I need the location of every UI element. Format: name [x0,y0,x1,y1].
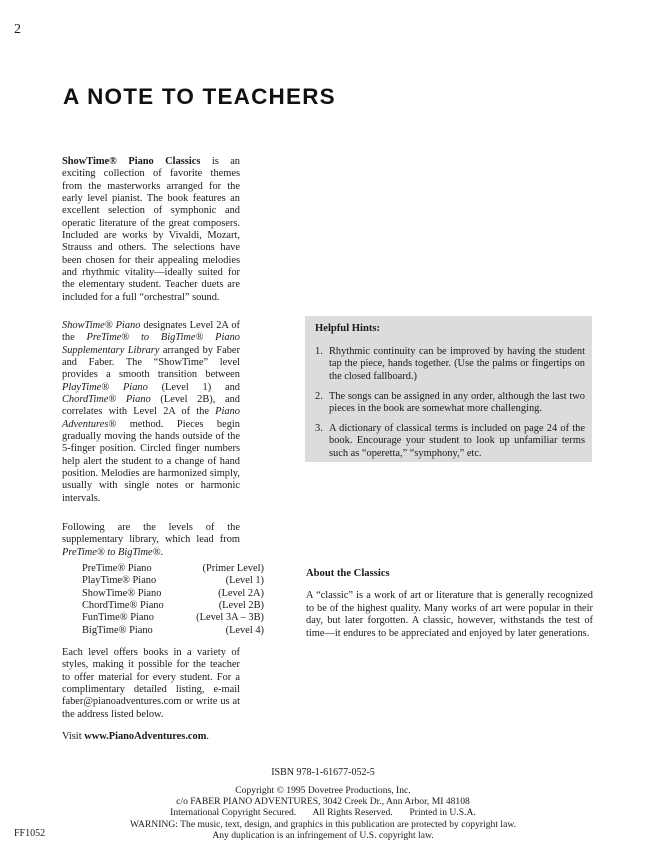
isbn: ISBN 978-1-61677-052-5 [271,767,375,778]
hint-item [315,423,585,460]
text-span: arranged by Faber and Faber. The “ShowTime” level provides a smooth transition between [62,344,240,381]
website-link[interactable]: www.PianoAdventures.com [84,731,207,742]
intro-text: is an exciting collection of favorite themes from the masterworks arranged for the early level pianist. The book features an excellent selection of symphonic and operatic literature of the great composers. Included are works by Vivaldi, Mozart, Strauss and others. The selections have been chosen for their appealing melodies and rhythmic vitality—ideally suited for the elementary student. Teacher duets are included for a full “orchestral” sound. [62,156,241,303]
text-span: . [160,546,164,558]
catalog-code: FF1052 [14,828,46,839]
text-span: PreTime® to BigTime® Piano Supplementary Library [62,332,240,356]
text-span: Following are the levels of the supplementary library, which lead from [62,522,240,546]
copyright-line: Copyright © 1995 Dovetree Productions, Inc. [235,785,411,796]
list-item [82,588,264,600]
copyright-line: International Copyright Secured. All Rights Reserved. Printed in U.S.A. [170,807,476,819]
intro-paragraph [62,156,240,304]
hint-item [315,346,585,383]
levels-intro-paragraph [62,522,240,559]
copyright-line: WARNING: The music, text, design, and graphics in this publication are protected by copyright law. [129,818,517,830]
book-title: ShowTime® Piano Classics [62,156,201,167]
level-value: (Primer Level) [202,563,264,574]
each-level-paragraph [62,647,240,721]
level-name: PlayTime® Piano [82,575,157,587]
text-span: designates Level 2A of the [62,320,240,344]
level-value: (Level 1) [225,575,264,587]
hint-number: 2. [315,391,323,402]
page-title: A NOTE TO TEACHERS [63,84,336,109]
visit-line [62,731,240,743]
level-name: ChordTime® Piano [82,600,164,612]
hint-text: Rhythmic continuity can be improved by having the student tap the piece, hands together. (Use the palms or fingertips on the closed fallboard.) [329,346,585,382]
list-item [82,600,264,612]
level-name: ShowTime® Piano [82,587,162,599]
about-text: A “classic” is a work of art or literature that is generally recognized to be of the highest quality. Many works of art were popular in their day, but later forgotten. A classic, however, withstands the test of time—it endures to be appreciated and enjoyed by later generations. [306,590,593,639]
text-span: Piano Adventures® [62,406,240,430]
each-level-text: Each level offers books in a variety of styles, making it possible for the teacher to offer material for every student. For a complimentary detailed listing, e-mail faber@pianoadventures.com or write us at the address listed below. [62,647,240,720]
level-name: PreTime® Piano [82,563,152,574]
levels-list [82,563,264,637]
text-span: PreTime® to BigTime® [62,546,161,558]
text-span: (Level 1) and [147,381,240,393]
text-span: Visit [62,731,85,742]
hint-number: 3. [315,423,323,434]
list-item [82,575,264,587]
level-value: (Level 3A – 3B) [196,612,264,624]
text-span: (Level 2B), and correlates with Level 2A of the [62,394,240,418]
designates-paragraph [62,320,240,505]
hint-number: 1. [315,346,323,357]
hint-text: The songs can be assigned in any order, although the last two pieces in the book are somewhat more challenging. [329,391,585,415]
about-title: About the Classics [306,568,390,579]
helpful-hints-box [305,316,592,462]
list-item [82,625,264,637]
level-value: (Level 4) [225,624,264,636]
copyright-block [0,785,646,841]
list-item [82,612,264,624]
hint-item [315,391,585,416]
text-span: method. Pieces begin gradually moving the hands outside of the 5-finger position. Circled finger numbers help alert the student to a change of hand position. Melodies are harmonized simply, usually with single notes or harmonic intervals. [62,418,240,504]
level-name: BigTime® Piano [82,624,153,636]
copyright-line: c/o FABER PIANO ADVENTURES, 3042 Creek Dr., Ann Arbor, MI 48108 [176,796,470,808]
copyright-line: Any duplication is an infringement of U.S. copyright law. [212,829,434,841]
text-span: . [206,731,209,742]
level-value: (Level 2B) [218,600,264,612]
level-name: FunTime® Piano [82,612,154,624]
list-item [82,563,264,575]
hints-title: Helpful Hints: [315,323,381,334]
text-span: PlayTime® Piano [62,381,148,393]
hint-text: A dictionary of classical terms is included on page 24 of the book. Encourage your student to look up unfamiliar terms such as “operetta,” “symphony,” etc. [329,423,585,459]
text-span: ChordTime® Piano [62,394,151,406]
page-number: 2 [14,22,21,37]
level-value: (Level 2A) [218,587,264,599]
text-span: ShowTime® Piano [62,320,141,331]
